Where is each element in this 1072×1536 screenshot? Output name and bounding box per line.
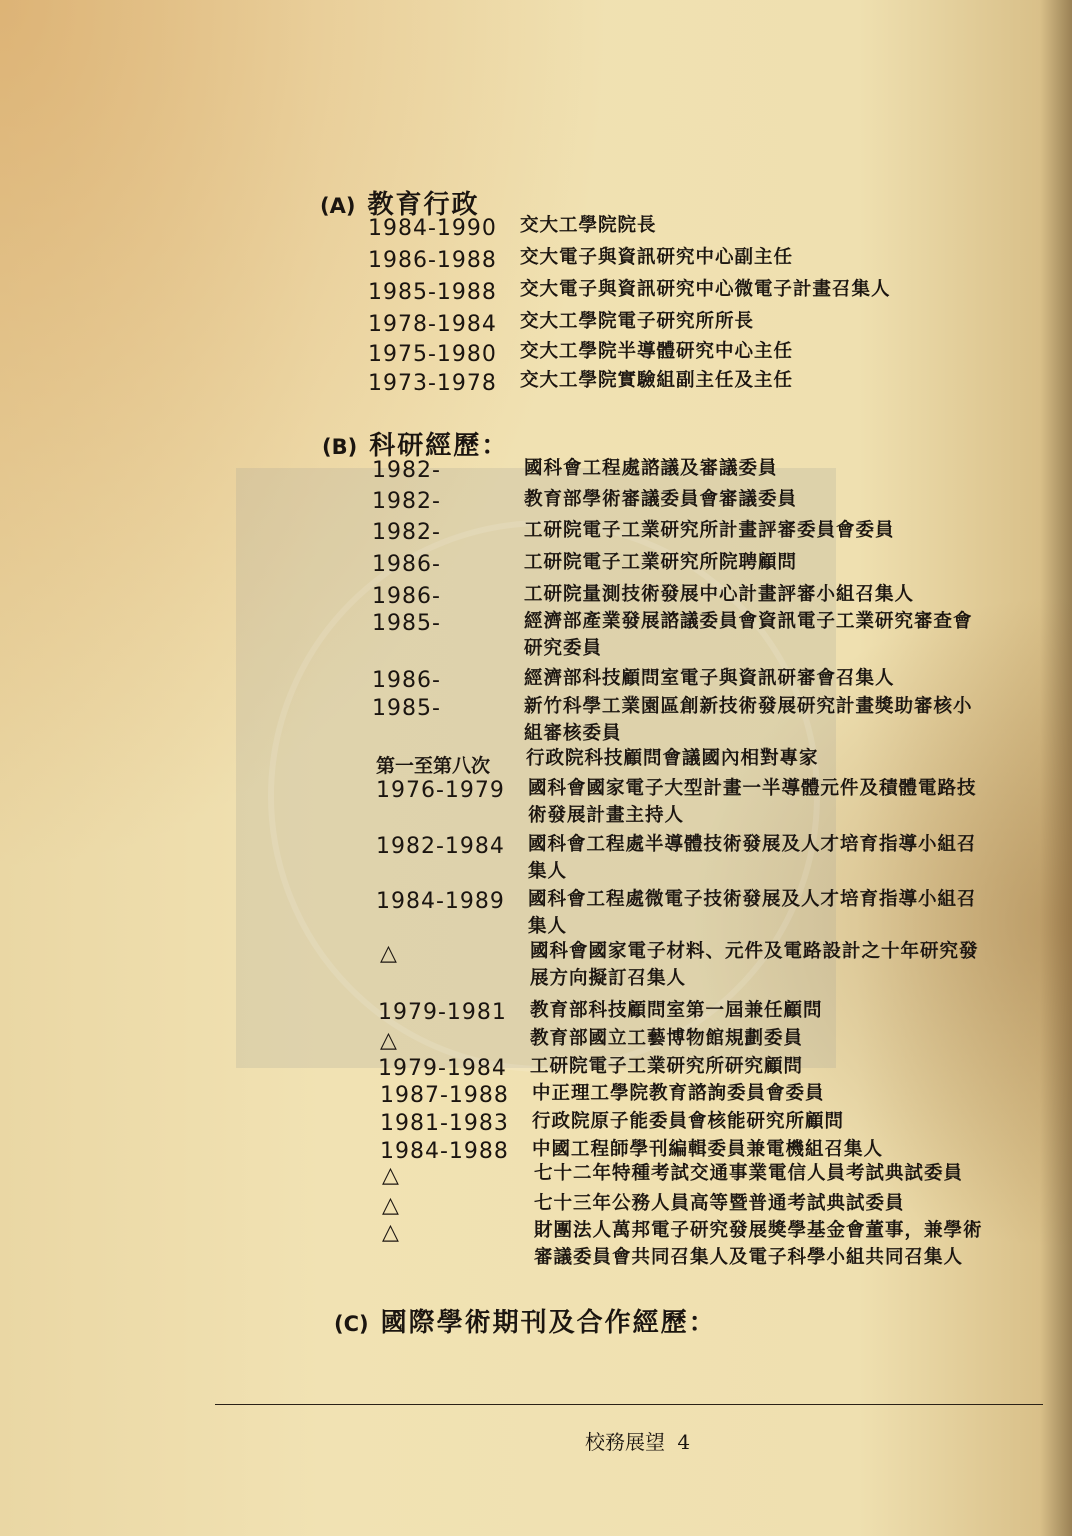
description-line: 國科會工程處諮議及審議委員 bbox=[524, 458, 778, 479]
description-line: 組審核委員 bbox=[524, 723, 622, 744]
footer-rule bbox=[215, 1404, 1043, 1405]
entry-year: 1981-1983 bbox=[380, 1111, 509, 1136]
entry-year: 1985- bbox=[372, 696, 441, 721]
footer-title: 校務展望 bbox=[585, 1430, 665, 1454]
entry-year: 1976-1979 bbox=[376, 778, 505, 803]
entry-year: 1979-1981 bbox=[378, 1000, 507, 1025]
section-title: 教育行政 bbox=[367, 190, 480, 220]
page-footer bbox=[585, 1426, 696, 1455]
entry-description bbox=[520, 308, 754, 335]
description-line: 工研院電子工業研究所計畫評審委員會委員 bbox=[524, 520, 895, 541]
description-line: 交大電子與資訊研究中心微電子計畫召集人 bbox=[520, 279, 891, 300]
page-number: 4 bbox=[677, 1430, 691, 1454]
description-line: 教育部學術審議委員會審議委員 bbox=[524, 489, 798, 510]
description-line: 集人 bbox=[528, 916, 568, 937]
entry-year: 1982- bbox=[372, 458, 441, 483]
entry-year: 1973-1978 bbox=[368, 371, 497, 396]
description-line: 交大工學院電子研究所所長 bbox=[520, 311, 755, 332]
entry-description bbox=[524, 693, 973, 747]
entry-year: 1986-1988 bbox=[368, 248, 497, 273]
entry-description bbox=[534, 1160, 963, 1187]
entry-description bbox=[530, 1053, 803, 1080]
entry-description bbox=[524, 455, 778, 482]
description-line: 集人 bbox=[528, 861, 568, 882]
entry-description bbox=[534, 1190, 905, 1217]
entry-description bbox=[532, 1080, 825, 1107]
entry-year: 第一至第八次 bbox=[376, 755, 491, 777]
description-line: 交大工學院實驗組副主任及主任 bbox=[520, 370, 794, 391]
description-line: 七十三年公務人員高等暨普通考試典試委員 bbox=[534, 1193, 905, 1214]
entry-description bbox=[528, 775, 977, 829]
entry-year: 1986- bbox=[372, 668, 441, 693]
description-line: 行政院科技顧問會議國內相對專家 bbox=[526, 748, 819, 769]
entry-description bbox=[534, 1217, 983, 1271]
description-line: 國科會國家電子材料、元件及電路設計之十年研究發 bbox=[530, 941, 979, 962]
entry-description bbox=[520, 367, 793, 394]
section-letter: (B) bbox=[322, 435, 358, 459]
entry-description bbox=[524, 608, 973, 662]
description-line: 行政院原子能委員會核能研究所顧問 bbox=[532, 1111, 845, 1132]
description-line: 工研院電子工業研究所院聘顧問 bbox=[524, 552, 798, 573]
description-line: 工研院電子工業研究所研究顧問 bbox=[530, 1056, 804, 1077]
entry-description bbox=[530, 938, 979, 992]
description-line: 交大電子與資訊研究中心副主任 bbox=[520, 247, 794, 268]
entry-description bbox=[520, 212, 657, 239]
entry-year: 1987-1988 bbox=[380, 1083, 509, 1108]
entry-description bbox=[524, 486, 797, 513]
section-title: 科研經歷： bbox=[369, 431, 510, 461]
description-line: 教育部科技顧問室第一屆兼任顧問 bbox=[530, 1000, 823, 1021]
description-line: 展方向擬訂召集人 bbox=[530, 968, 687, 989]
description-line: 國科會國家電子大型計畫一半導體元件及積體電路技 bbox=[528, 778, 977, 799]
description-line: 交大工學院半導體研究中心主任 bbox=[520, 341, 794, 362]
description-line: 經濟部產業發展諮議委員會資訊電子工業研究審查會 bbox=[524, 611, 973, 632]
triangle-marker: △ bbox=[382, 1193, 400, 1218]
entry-year: 1982- bbox=[372, 520, 441, 545]
description-line: 教育部國立工藝博物館規劃委員 bbox=[530, 1028, 804, 1049]
section-letter: (C) bbox=[334, 1312, 369, 1336]
entry-year: 1979-1984 bbox=[378, 1056, 507, 1081]
section-b-heading bbox=[322, 425, 509, 462]
section-title: 國際學術期刊及合作經歷： bbox=[380, 1308, 717, 1338]
section-letter: (A) bbox=[320, 194, 356, 218]
entry-description bbox=[532, 1136, 883, 1163]
description-line: 七十二年特種考試交通事業電信人員考試典試委員 bbox=[534, 1163, 964, 1184]
entry-description bbox=[524, 581, 914, 608]
entry-description bbox=[520, 338, 793, 365]
triangle-marker: △ bbox=[380, 941, 398, 966]
entry-description bbox=[530, 997, 823, 1024]
description-line: 國科會工程處微電子技術發展及人才培育指導小組召 bbox=[528, 889, 977, 910]
entry-year: 1982- bbox=[372, 489, 441, 514]
entry-year: 1985-1988 bbox=[368, 280, 497, 305]
entry-year: 1986- bbox=[372, 552, 441, 577]
entry-description bbox=[530, 1025, 803, 1052]
section-c-heading bbox=[334, 1302, 717, 1339]
entry-description bbox=[520, 244, 793, 271]
description-line: 研究委員 bbox=[524, 638, 603, 659]
triangle-marker: △ bbox=[382, 1163, 400, 1188]
triangle-marker: △ bbox=[382, 1220, 400, 1245]
entry-year: 1986- bbox=[372, 584, 441, 609]
entry-year: 1975-1980 bbox=[368, 342, 497, 367]
entry-year: 1984-1988 bbox=[380, 1139, 509, 1164]
description-line: 術發展計畫主持人 bbox=[528, 805, 685, 826]
triangle-marker: △ bbox=[380, 1028, 398, 1053]
description-line: 中國工程師學刊編輯委員兼電機組召集人 bbox=[532, 1139, 884, 1160]
entry-year: 1985- bbox=[372, 611, 441, 636]
entry-year: 1984-1990 bbox=[368, 216, 497, 241]
entry-year: 1984-1989 bbox=[376, 889, 505, 914]
description-line: 財團法人萬邦電子研究發展獎學基金會董事，兼學術 bbox=[534, 1220, 983, 1241]
entry-description bbox=[528, 886, 977, 940]
entry-description bbox=[524, 549, 797, 576]
entry-description bbox=[528, 831, 977, 885]
entry-year: 1978-1984 bbox=[368, 312, 497, 337]
description-line: 國科會工程處半導體技術發展及人才培育指導小組召 bbox=[528, 834, 977, 855]
entry-description bbox=[520, 276, 891, 303]
entry-description bbox=[524, 517, 895, 544]
entry-description bbox=[532, 1108, 844, 1135]
description-line: 審議委員會共同召集人及電子科學小組共同召集人 bbox=[534, 1247, 964, 1268]
entry-description bbox=[524, 665, 895, 692]
description-line: 中正理工學院教育諮詢委員會委員 bbox=[532, 1083, 825, 1104]
description-line: 工研院量測技術發展中心計畫評審小組召集人 bbox=[524, 584, 915, 605]
description-line: 交大工學院院長 bbox=[520, 215, 657, 236]
description-line: 新竹科學工業園區創新技術發展研究計畫獎助審核小 bbox=[524, 696, 973, 717]
entry-description bbox=[526, 745, 819, 772]
description-line: 經濟部科技顧問室電子與資訊研審會召集人 bbox=[524, 668, 895, 689]
entry-year: 1982-1984 bbox=[376, 834, 505, 859]
